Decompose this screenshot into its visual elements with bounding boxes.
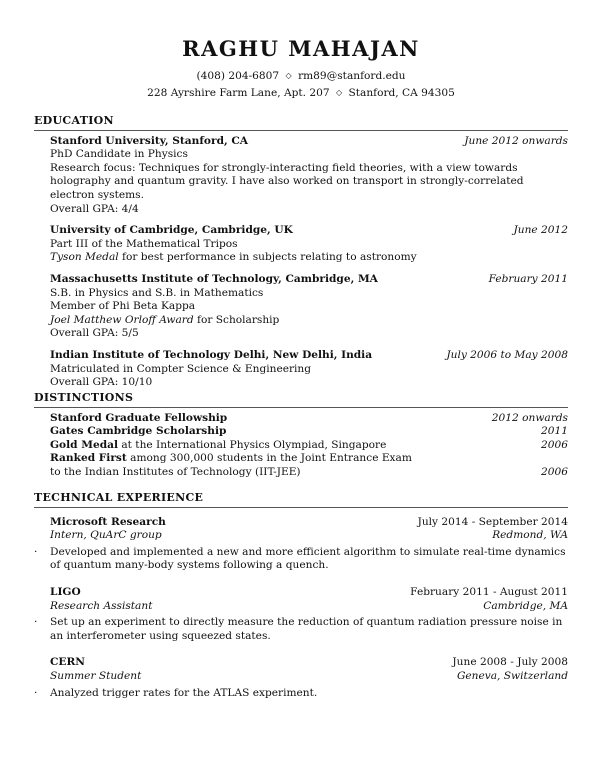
experience-heading: TECHNICAL EXPERIENCE [34,491,568,508]
diamond-separator-icon: ◇ [335,88,343,97]
street-address: 228 Ayrshire Farm Lane, Apt. 207 [147,87,330,99]
entry-date: February 2011 [488,272,568,285]
school-name: Stanford University, Stanford, CA [50,134,249,147]
education-entry-stanford [50,135,568,217]
experience-entry-ligo [34,586,568,643]
distinction-title: Stanford Graduate Fellowship [50,411,228,424]
role-title: Research Assistant [50,599,153,612]
distinction-title: Gates Cambridge Scholarship [50,425,227,438]
education-entry-iit [50,349,568,390]
experience-location: Redmond, WA [492,529,568,542]
distinctions-section [34,391,568,480]
experience-entry-microsoft [34,516,568,573]
city-address: Stanford, CA 94305 [348,87,455,99]
experience-location: Geneva, Switzerland [456,669,568,682]
bullet-text: Analyzed trigger rates for the ATLAS experiment. [50,686,318,699]
distinction-detail: at the International Physics Olympiad, Singapore [118,438,387,451]
bullet-dot-icon: · [34,545,38,558]
distinction-detail: among 300,000 students in the Joint Entrance Exam [126,452,412,465]
entry-date: July 2006 to May 2008 [446,348,568,361]
degree-line: Matriculated in Compter Science & Engineering [50,362,312,375]
role-title: Intern, QuArC group [50,529,162,542]
education-entry-mit [50,273,568,341]
bullet-dot-icon: · [34,686,38,699]
diamond-separator-icon: ◇ [285,71,292,80]
degree-line: PhD Candidate in Physics [50,148,188,161]
bullet-dot-icon: · [34,616,38,629]
experience-dates: July 2014 - September 2014 [417,515,568,528]
degree-line: Part III of the Mathematical Tripos [50,237,238,250]
degree-line: S.B. in Physics and S.B. in Mathematics [50,286,264,299]
distinction-date: 2011 [541,425,568,438]
distinction-item [50,452,568,479]
award-description: for Scholarship [193,313,280,326]
bullet-text: Developed and implemented a new and more efficient algorithm to simulate real-time dynamics of quantum many-body systems following a quench. [50,545,566,572]
distinctions-list [50,412,568,480]
experience-bullet [34,546,568,573]
email-address: rm89@stanford.edu [298,70,406,82]
award-name: Joel Matthew Orloff Award [50,313,194,326]
education-section [34,114,568,398]
bullet-text: Set up an experiment to directly measure the reduction of quantum radiation pressure noise in an interferometer using squeezed states. [50,616,563,642]
experience-location: Cambridge, MA [483,599,568,612]
contact-line-1 [0,70,602,84]
organization-name: CERN [50,656,85,669]
award-name: Tyson Medal [50,251,119,264]
distinction-title: Gold Medal [50,438,118,451]
school-name: Indian Institute of Technology Delhi, New Delhi, India [50,348,373,361]
distinction-date: 2012 onwards [491,411,568,424]
distinctions-heading: DISTINCTIONS [34,391,568,408]
distinction-title: Ranked First [50,452,127,465]
school-name: University of Cambridge, Cambridge, UK [50,224,293,237]
experience-bullet [34,687,568,701]
education-heading: EDUCATION [34,114,568,131]
entry-date: June 2012 [513,224,568,237]
distinction-item [50,425,568,439]
distinction-item [50,439,568,453]
organization-name: Microsoft Research [50,515,166,528]
education-entry-cambridge [50,224,568,265]
award-line [50,251,568,265]
gpa-line: Overall GPA: 5/5 [50,327,139,340]
experience-section [34,491,568,713]
distinction-date: 2006 [541,438,568,451]
award-description: for best performance in subjects relating to astronomy [118,251,417,264]
gpa-line: Overall GPA: 4/4 [50,202,139,215]
phone-number: (408) 204-6807 [196,70,280,82]
distinction-detail-continued: to the Indian Institutes of Technology (IIT-JEE) [50,465,301,478]
experience-bullet [34,616,568,643]
research-focus: Research focus: Techniques for strongly-interacting field theories, with a view towards holography and quantum gravity. I have also worked on transport in strongly-correlated electron systems. [50,161,524,201]
organization-name: LIGO [50,585,81,598]
experience-dates: February 2011 - August 2011 [410,585,568,598]
membership-line: Member of Phi Beta Kappa [50,300,196,313]
experience-dates: June 2008 - July 2008 [452,656,568,669]
contact-line-2 [0,87,602,101]
school-name: Massachusetts Institute of Technology, Cambridge, MA [50,272,378,285]
entry-date: June 2012 onwards [464,134,568,147]
distinction-item [50,412,568,426]
award-line [50,314,568,328]
resume-name: RAGHU MAHAJAN [182,36,420,61]
gpa-line: Overall GPA: 10/10 [50,376,153,389]
experience-entry-cern [34,656,568,700]
role-title: Summer Student [50,669,142,682]
distinction-date: 2006 [541,465,568,478]
